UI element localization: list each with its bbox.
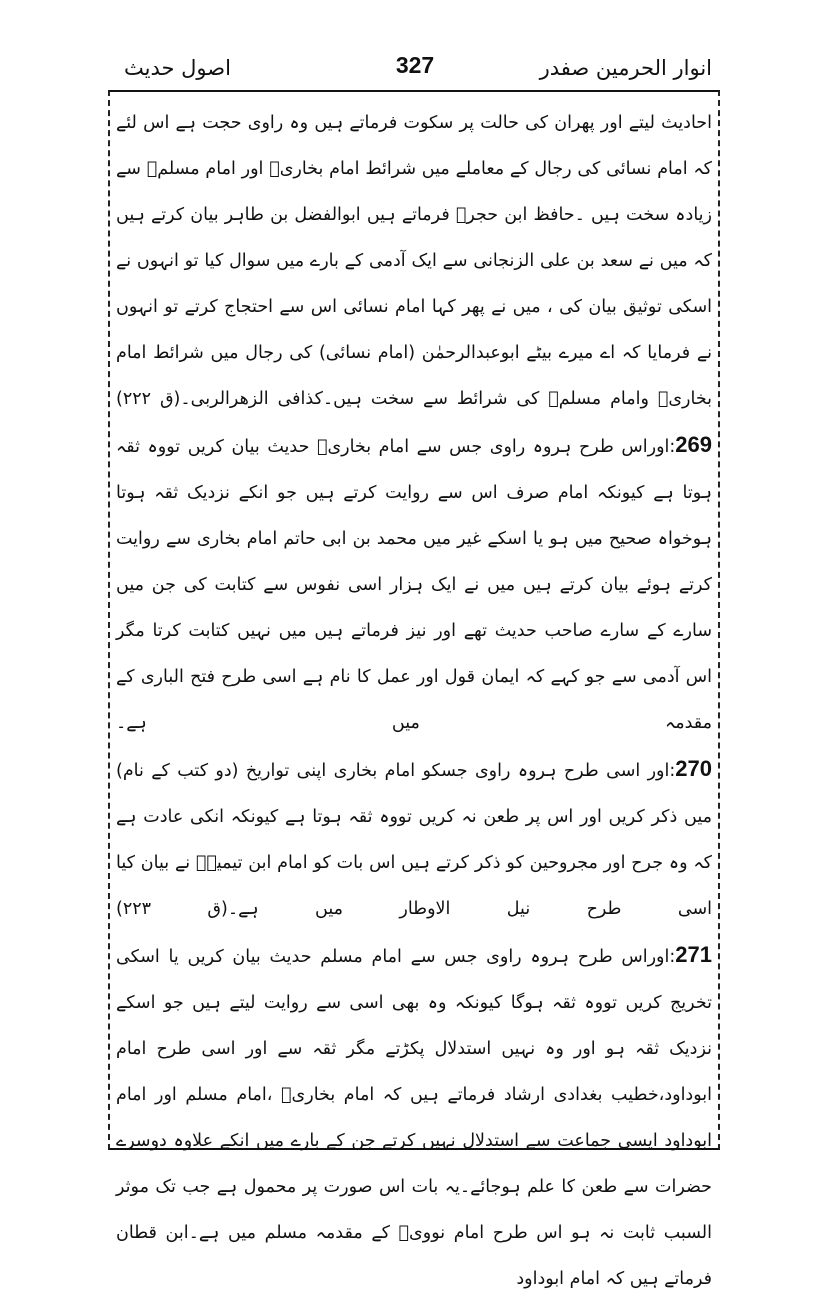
- entry-number: 269: [675, 432, 712, 457]
- page-body: [116, 100, 712, 1289]
- paragraph: احادیث لیتے اور پھران کی حالت پر سکوت فرماتے ہیں وہ راوی حجت ہے اس لئے کہ امام نسائی کی رجال کے معاملے میں شرائط امام بخاریؒ اور امام مسلمؒ سے زیادہ سخت ہیں ۔حافظ ابن حجرؒ فرماتے ہیں ابوالفضل بن طاہر بیان کرتے ہیں کہ میں نے سعد بن علی الزنجانی سے ایک آدمی کے بارے میں سوال کیا تو انہوں نے اسکی توثیق بیان کی ، میں نے پھر کہا امام نسائی اس سے احتجاج کرتے تو انہوں نے فرمایا کہ اے میرے بیٹے ابوعبدالرحمٰن (امام نسائی) کی رجال میں شرائط امام بخاریؒ وامام مسلمؒ کی شرائط سے سخت ہیں۔کذافی الزھرالربی۔(ق ۲۲۲): [116, 113, 712, 409]
- entry-number: 271: [675, 942, 712, 967]
- entry-number: 270: [675, 756, 712, 781]
- paragraph-270: 270:اور اسی طرح ہروہ راوی جسکو امام بخاری اپنی تواریخ (دو کتب کے نام) میں ذکر کریں اور اس پر طعن نہ کریں تووہ ثقہ ہوتا ہے کیونکہ انکی عادت ہے کہ وہ جرح اور مجروحین کو ذکر کرتے ہیں اس بات کو امام ابن تیمیہؒ نے بیان کیا اسی طرح نیل الاوطار میں ہے۔(ق ۲۲۳): [116, 756, 712, 919]
- page-number: 327: [395, 52, 435, 78]
- book-title: انوار الحرمین صفدر: [539, 56, 712, 80]
- paragraph-269: 269:اوراس طرح ہروہ راوی جس سے امام بخاریؒ حدیث بیان کریں تووہ ثقہ ہوتا ہے کیونکہ امام صرف اس سے روایت کرتے ہیں جو انکے نزدیک ثقہ ہوتا ہوخواہ صحیح میں ہو یا اسکے غیر میں محمد بن ابی حاتم امام بخاری سے روایت کرتے ہوئے بیان کرتے ہیں میں نے ایک ہزار اسی نفوس سے کتابت کی جن میں سارے کے سارے صاحب حدیث تھے اور نیز فرماتے ہیں میں نہیں کتابت کرتا مگر اس آدمی سے جو کہے کہ ایمان قول اور عمل کا نام ہے اسی طرح فتح الباری کے مقدمہ میں ہے۔: [116, 432, 712, 733]
- paragraph-271: 271:اوراس طرح ہروہ راوی جس سے امام مسلم حدیث بیان کریں یا اسکی تخریج کریں تووہ ثقہ ہوگا کیونکہ وہ بھی اسی سے روایت لیتے ہیں جو اسکے نزدیک ثقہ ہو اور وہ نہیں استدلال پکڑتے مگر ثقہ سے اور اسی طرح امام ابوداود،خطیب بغدادی ارشاد فرماتے ہیں کہ امام بخاریؒ ،امام مسلم اور امام ابوداود ایسی جماعت سے استدلال نہیں کرتے جن کے بارے میں انکے علاوہ دوسرے حضرات سے طعن کا علم ہوجائے۔یہ بات اس صورت پر محمول ہے جب تک موثر السبب ثابت نہ ہو اس طرح امام نوویؒ کے مقدمہ مسلم میں ہے۔ابن قطان فرماتے ہیں کہ امام ابوداود: [116, 942, 712, 1289]
- page-header: [110, 50, 720, 88]
- section-title: اصول حدیث: [124, 56, 231, 80]
